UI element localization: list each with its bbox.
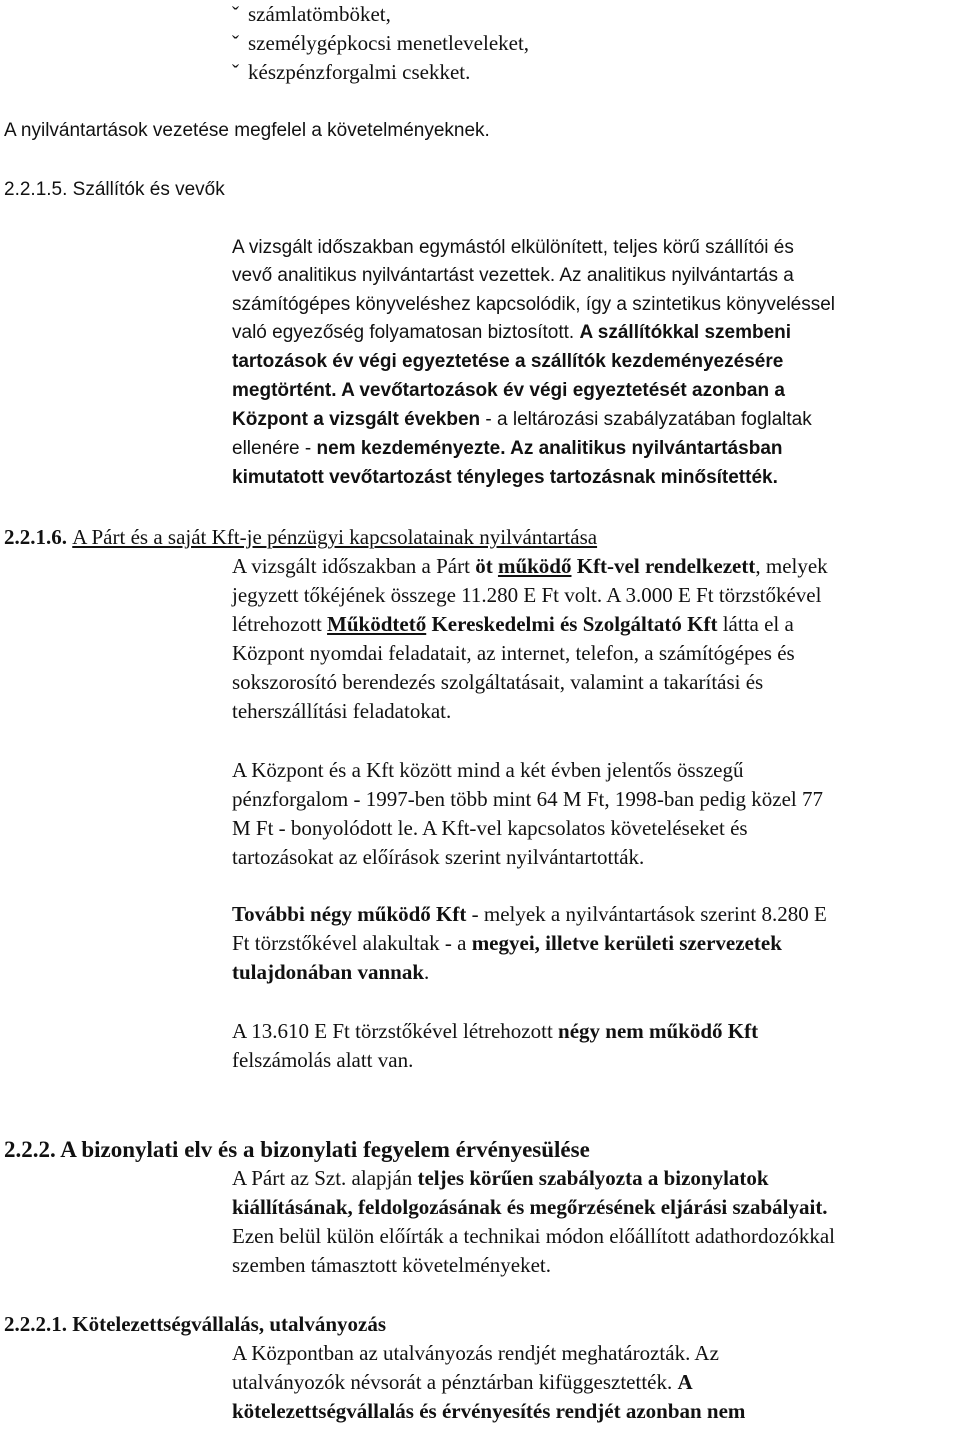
text-line: szemben támasztott követelményeket. [232,1253,551,1277]
section-heading-2-2-2: 2.2.2. A bizonylati elv és a bizonylati fegyelem érvényesülése [4,1137,590,1162]
text-line: való egyezőség folyamatosan biztosított. A szállítókkal szembeni [232,322,792,343]
text-line: számítógépes könyveléshez kapcsolódik, így a szintetikus könyveléssel [232,294,836,315]
text-line: M Ft - bonyolódott le. A Kft-vel kapcsolatos követeléseket és [232,816,748,840]
text-line: A vizsgált időszakban egymástól elkülönített, teljes körű szállítói és [232,237,794,258]
compliance-statement: A nyilvántartások vezetése megfelel a követelményeknek. [4,120,490,141]
bullet-icon: ˇ [232,60,239,84]
text-line: További négy működő Kft - melyek a nyilvántartások szerint 8.280 E [232,902,827,926]
text-line: Ft törzstőkével alakultak - a megyei, illetve kerületi szervezetek [232,931,782,955]
bullet-icon: ˇ [232,31,239,55]
text-line: kimutatott vevőtartozást tényleges tartozásnak minősítették. [232,467,778,488]
section-heading-2-2-2-1: 2.2.2.1. Kötelezettségvállalás, utalványozás [4,1312,387,1336]
text-line: Központ nyomdai feladatait, az internet, telefon, a számítógépes és [232,641,795,665]
text-line: sokszorosító berendezés szolgáltatásait, valamint a takarítási és [232,670,764,694]
text-line: jegyzett tőkéjének összege 11.280 E Ft volt. A 3.000 E Ft törzstőkével [232,583,822,607]
text-line: Ezen belül külön előírták a technikai módon előállított adathordozókkal [232,1224,835,1248]
bullet-item: ˇ készpénzforgalmi csekket. [232,60,471,84]
text-line: A 13.610 E Ft törzstőkével létrehozott négy nem működő Kft [232,1019,759,1043]
section-heading-2-2-1-5: 2.2.1.5. Szállítók és vevők [4,179,225,200]
text-line: ellenére - nem kezdeményezte. Az analitikus nyilvántartásban [232,438,783,459]
text-line: A Párt az Szt. alapján teljes körűen szabályozta a bizonylatok [232,1166,769,1190]
bullet-item: ˇ személygépkocsi menetleveleket, [232,31,530,55]
bullet-icon: ˇ [232,2,239,26]
section-heading-2-2-1-6: 2.2.1.6. A Párt és a saját Kft-je pénzügyi kapcsolatainak nyilvántartása [4,525,598,549]
text-line: létrehozott Működtető Kereskedelmi és Szolgáltató Kft látta el a [232,612,794,636]
text-line: tulajdonában vannak. [232,960,430,984]
text-line: megtörtént. A vevőtartozások év végi egyeztetését azonban a [232,380,785,401]
text-line: Központ a vizsgált években - a leltározási szabályzatában foglaltak [232,409,812,430]
text-line: felszámolás alatt van. [232,1048,414,1072]
text-line: kötelezettségvállalás és érvényesítés rendjét azonban nem [232,1399,746,1423]
text-line: kiállításának, feldolgozásának és megőrzésének eljárási szabályait. [232,1195,828,1219]
text-line: teherszállítási feladatokat. [232,699,452,723]
text-line: utalványozók névsorát a pénztárban kifüggesztették. A [232,1370,693,1394]
text-line: pénzforgalom - 1997-ben több mint 64 M Ft, 1998-ban pedig közel 77 [232,787,824,811]
text-line: A Központban az utalványozás rendjét meghatározták. Az [232,1341,719,1365]
text-line: A Központ és a Kft között mind a két évben jelentős összegű [232,758,744,782]
text-line: tartozásokat az előírások szerint nyilvántartották. [232,845,645,869]
text-line: A vizsgált időszakban a Párt öt működő Kft-vel rendelkezett, melyek [232,554,828,578]
text-line: vevő analitikus nyilvántartást vezettek. Az analitikus nyilvántartás a [232,265,794,286]
text-line: tartozások év végi egyeztetése a szállítók kezdeményezésére [232,351,784,372]
bullet-item: ˇ számlatömböket, [232,2,391,26]
